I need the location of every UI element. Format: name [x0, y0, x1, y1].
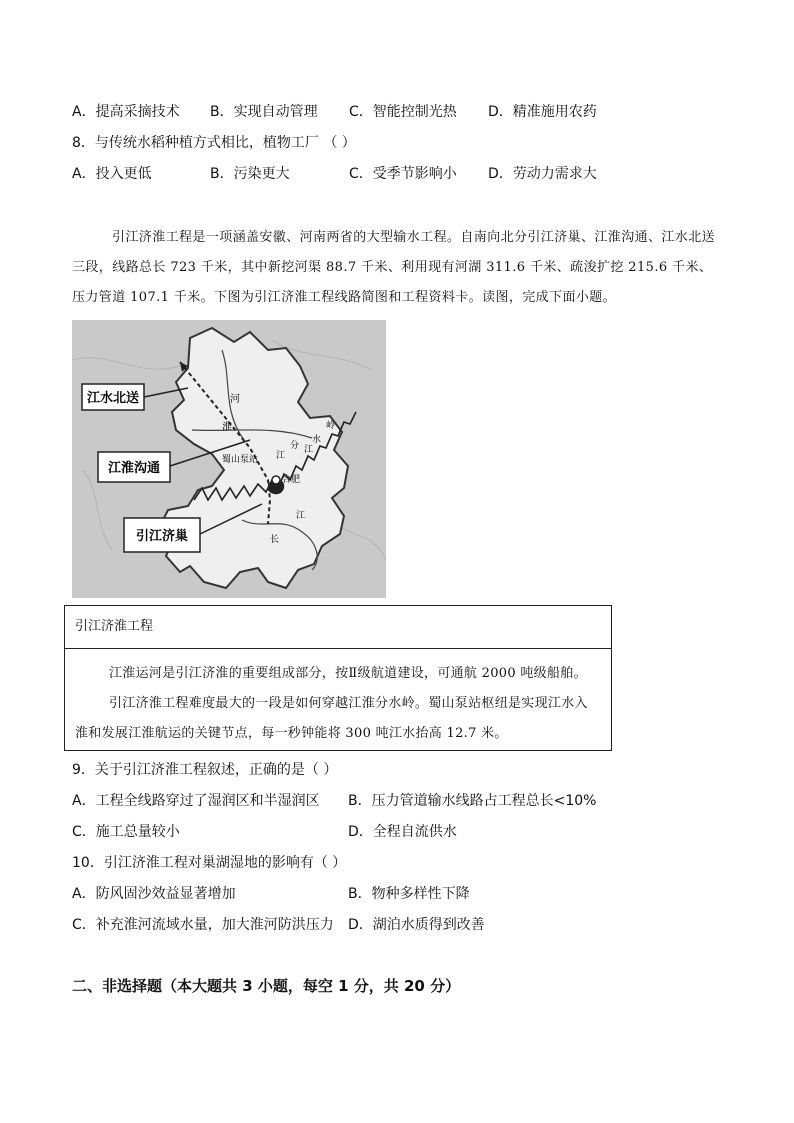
map-label-jiang-fen: 江 [304, 445, 314, 455]
map-label-chang: 长 [270, 535, 280, 545]
q9-stem: 9．关于引江济淮工程叙述，正确的是（ ） [72, 762, 338, 778]
map-label-city: 合肥 [282, 475, 301, 485]
q10-stem: 10．引江济淮工程对巢湖湿地的影响有（ ） [72, 855, 347, 871]
q8-option-d: D．劳动力需求大 [488, 166, 597, 182]
q7-option-d: D．精准施用农药 [488, 104, 597, 120]
q10-option-a: A．防风固沙效益显著增加 [72, 886, 236, 902]
q10-option-b: B．物种多样性下降 [348, 886, 470, 902]
info-card-paragraph-2: 引江济淮工程难度最大的一段是如何穿越江淮分水岭。蜀山泵站枢纽是实现江水入淮和发展江淮航运的关键节点，每一秒钟能将 300 吨江水抬高 12.7 米。 [75, 696, 588, 741]
info-card-title: 引江济淮工程 [65, 606, 611, 649]
map-label-he: 河 [230, 394, 240, 405]
q7-option-a: A．提高采摘技术 [72, 104, 180, 120]
q8-stem: 8．与传统水稻种植方式相比，植物工厂 （ ） [72, 135, 356, 151]
route-map-svg [72, 320, 386, 598]
info-card-body [65, 649, 611, 749]
info-card-paragraph-1: 江淮运河是引江济淮的重要组成部分，按Ⅱ级航道建设，可通航 2000 吨级船舶。 [109, 666, 587, 681]
q9-option-a: A．工程全线路穿过了湿润区和半湿润区 [72, 793, 320, 809]
q7-option-b: B．实现自动管理 [210, 104, 318, 120]
q9-option-b: B．压力管道输水线路占工程总长<10% [348, 793, 597, 809]
info-card [64, 605, 612, 751]
map-label-jiang-1: 江 [276, 451, 286, 461]
map-label-fen: 分 [290, 441, 300, 451]
callout-middle-label: 江淮沟通 [107, 461, 161, 476]
q9-option-c: C．施工总量较小 [72, 824, 180, 840]
callout-south-label: 引江济巢 [135, 529, 189, 544]
section-heading: 二、非选择题（本大题共 3 小题，每空 1 分，共 20 分） [72, 977, 461, 995]
hefei-marker-icon [272, 476, 280, 484]
q8-option-c: C．受季节影响小 [349, 166, 457, 182]
q8-option-a: A．投入更低 [72, 166, 152, 182]
map-label-ling: 岭 [326, 421, 336, 431]
q10-option-d: D．湖泊水质得到改善 [348, 917, 485, 933]
q10-option-c: C．补充淮河流域水量，加大淮河防洪压力 [72, 917, 334, 933]
q8-option-b: B．污染更大 [210, 166, 290, 182]
q7-option-c: C．智能控制光热 [349, 104, 457, 120]
map-label-jiang-2: 江 [296, 511, 306, 521]
callout-north-label: 江水北送 [86, 391, 140, 406]
map-label-shui: 水 [312, 435, 322, 445]
route-map [72, 320, 386, 598]
map-label-huai: 淮 [222, 422, 232, 433]
passage-text: 引江济淮工程是一项涵盖安徽、河南两省的大型输水工程。自南向北分引江济巢、江淮沟通、江水北送三段，线路总长 723 千米，其中新挖河渠 88.7 千米、利用现有河湖 311.6 千米、疏浚扩挖 215.6 千米、压力管道 107.1 千米。下图为引江济淮工程线路简图和工程资料卡。读图，完成下面小题。 [72, 230, 716, 305]
q9-option-d: D．全程自流供水 [348, 824, 457, 840]
map-label-station: 蜀山泵站 [222, 455, 259, 465]
